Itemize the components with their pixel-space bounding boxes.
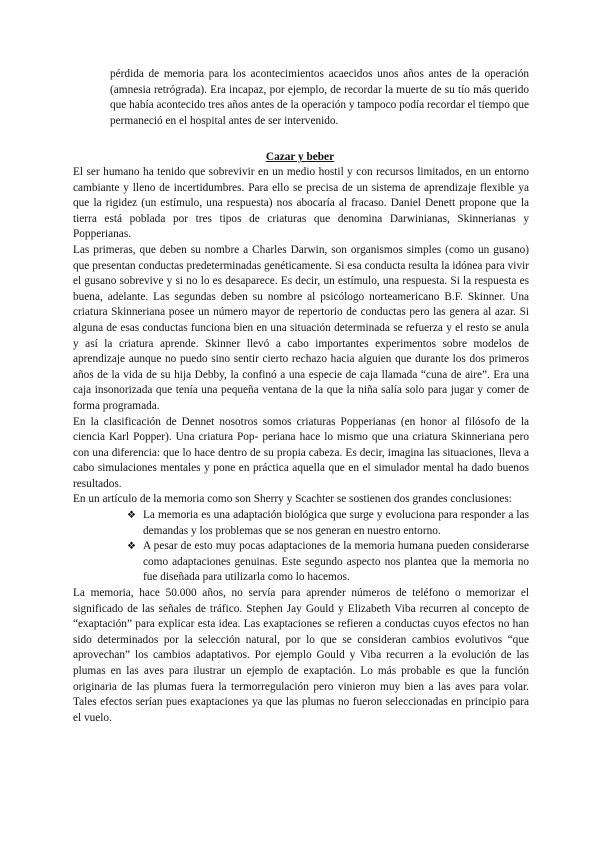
diamond-bullet-icon: ❖ [127, 510, 136, 522]
section-title: Cazar y beber [265, 151, 335, 163]
list-item [127, 539, 529, 586]
closing-paragraph: La memoria, hace 50.000 años, no servía para aprender números de teléfono o memorizar el significado de las señales de tráfico. Stephen Jay Gould y Elizabeth Viba recurren al concepto de “exaptación” para explicar esta idea. Las exaptaciones se refieren a conductas cuyos efectos no han sido determinados por la selección natural, por lo que se consideran cambios evolutivos “que aprovechan” los cambios adaptativos. Por ejemplo Gould y Viba recurren a la evolución de las plumas en las aves para ilustrar un ejemplo de exaptación. Lo más probable es que la función originaria de las plumas fuera la termorregulación pero vinieron muy bien a las aves para volar. Tales efectos serían pues exaptaciones ya que las plumas no fueron seleccionadas en principio para el vuelo. [73, 587, 529, 724]
intro-continuation [110, 67, 529, 129]
paragraph-4: En un artículo de la memoria como son Sherry y Scachter se sostienen dos grandes conclusiones: [73, 493, 512, 506]
diamond-bullet-icon: ❖ [127, 541, 136, 553]
paragraph-3: En la clasificación de Dennet nosotros somos criaturas Popperianas (en honor al filósofo de la ciencia Karl Popper). Una criatura Pop- periana hace lo mismo que una criatura Skinneriana pero con una diferencia: que lo hace dentro de su propia cabeza. Es decir, imagina las situaciones, lleva a cabo simulaciones mentales y pone en práctica aquella que en el simulador mental ha dado buenos resultados. [73, 415, 529, 490]
paragraph-1: El ser humano ha tenido que sobrevivir en un medio hostil y con recursos limitados, en un entorno cambiante y lleno de incertidumbres. Para ello se precisa de un sistema de aprendizaje flexible ya que la rigidez (un estímulo, una respuesta) nos abocaría al fracaso. Daniel Denett propone que la tierra está poblada por tres tipos de criaturas que denomina Darwinianas, Skinnerianas y Popperianas. [73, 166, 529, 241]
intro-paragraph: pérdida de memoria para los acontecimientos acaecidos unos años antes de la operación (amnesia retrógrada). Era incapaz, por ejemplo, de recordar la muerte de su tío más querido que había acontecido tres años antes de la operación y tampoco podía recordar el tiempo que permaneció en el hospital antes de ser intervenido. [110, 68, 529, 127]
bullet-text-2: A pesar de esto muy pocas adaptaciones de la memoria humana pueden considerarse como adaptaciones genuinas. Este segundo aspecto nos plantea que la memoria no fue diseñada para utilizarla como lo hacemos. [143, 540, 529, 584]
main-body [73, 165, 529, 726]
bullet-text-1: La memoria es una adaptación biológica que surge y evoluciona para responder a las demandas y los problemas que se nos generan en nuestro entorno. [143, 509, 529, 537]
list-item [127, 508, 529, 539]
paragraph-2: Las primeras, que deben su nombre a Charles Darwin, son organismos simples (como un gusano) que presentan conductas predeterminadas genéticamente. Si esa conducta resulta la idónea para vivir el gusano sobrevive y si no lo es desaparece. Es decir, un estímulo, una respuesta. Si la respuesta es buena, adelante. Las segundas deben su nombre al psicólogo norteamericano B.F. Skinner. Una criatura Skinneriana posee un número mayor de repertorio de conductas pero las genera al azar. Si alguna de esas conductas funciona bien en una situación determinada se refuerza y el resto se anula y así la criatura aprende. Skinner llevó a cabo importantes experimentos sobre modelos de aprendizaje aunque no puedo sino sentir cierto rechazo hacia alguien que durante los dos primeros años de la vida de su hija Debby, la confinó a una especie de caja llamada “cuna de aire”. Era una caja insonorizada que tenía una pequeña ventana de la que la niña salía solo para jugar y comer de forma programada. [73, 243, 529, 412]
conclusions-list [73, 508, 529, 586]
